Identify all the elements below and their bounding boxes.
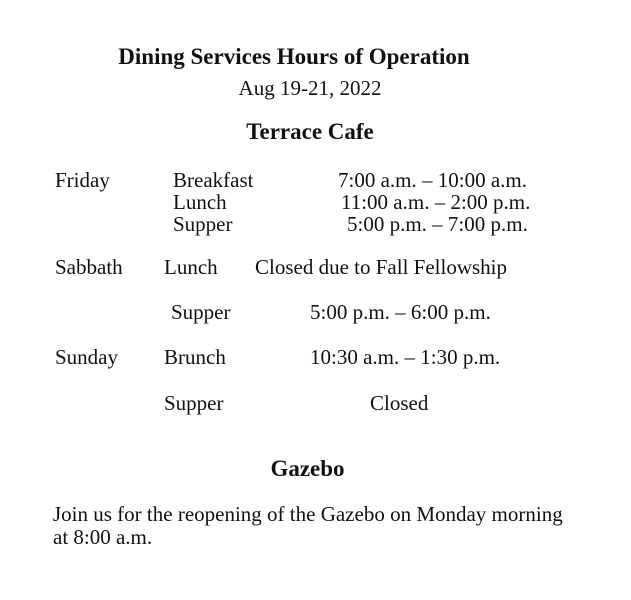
page-title: Dining Services Hours of Operation xyxy=(118,44,470,69)
day-label: Friday xyxy=(55,168,110,192)
hours-value: 11:00 a.m. – 2:00 p.m. xyxy=(341,190,531,214)
date-range: Aug 19-21, 2022 xyxy=(238,76,382,100)
meal-label: Supper xyxy=(164,391,224,415)
schedule-row xyxy=(0,169,631,191)
schedule-row xyxy=(0,392,631,414)
meal-label: Brunch xyxy=(164,345,226,369)
schedule-row xyxy=(0,191,631,213)
hours-value: 10:30 a.m. – 1:30 p.m. xyxy=(310,345,501,369)
hours-value: 7:00 a.m. – 10:00 a.m. xyxy=(338,168,527,192)
schedule-row xyxy=(0,346,631,368)
schedule-row xyxy=(0,256,631,278)
hours-value: Closed due to Fall Fellowship xyxy=(255,255,507,279)
day-label: Sabbath xyxy=(55,255,123,279)
gazebo-message: Join us for the reopening of the Gazebo on Monday morning at 8:00 a.m. xyxy=(53,502,563,549)
schedule-row xyxy=(0,301,631,323)
schedule-row xyxy=(0,213,631,235)
hours-value: 5:00 p.m. – 6:00 p.m. xyxy=(310,300,491,324)
hours-value: Closed xyxy=(370,391,429,415)
day-label: Sunday xyxy=(55,345,118,369)
meal-label: Supper xyxy=(171,300,231,324)
meal-label: Lunch xyxy=(173,190,227,214)
meal-label: Lunch xyxy=(164,255,218,279)
hours-value: 5:00 p.m. – 7:00 p.m. xyxy=(347,212,528,236)
terrace-cafe-heading: Terrace Cafe xyxy=(246,119,374,144)
gazebo-heading: Gazebo xyxy=(270,456,345,481)
meal-label: Breakfast xyxy=(173,168,254,192)
meal-label: Supper xyxy=(173,212,233,236)
